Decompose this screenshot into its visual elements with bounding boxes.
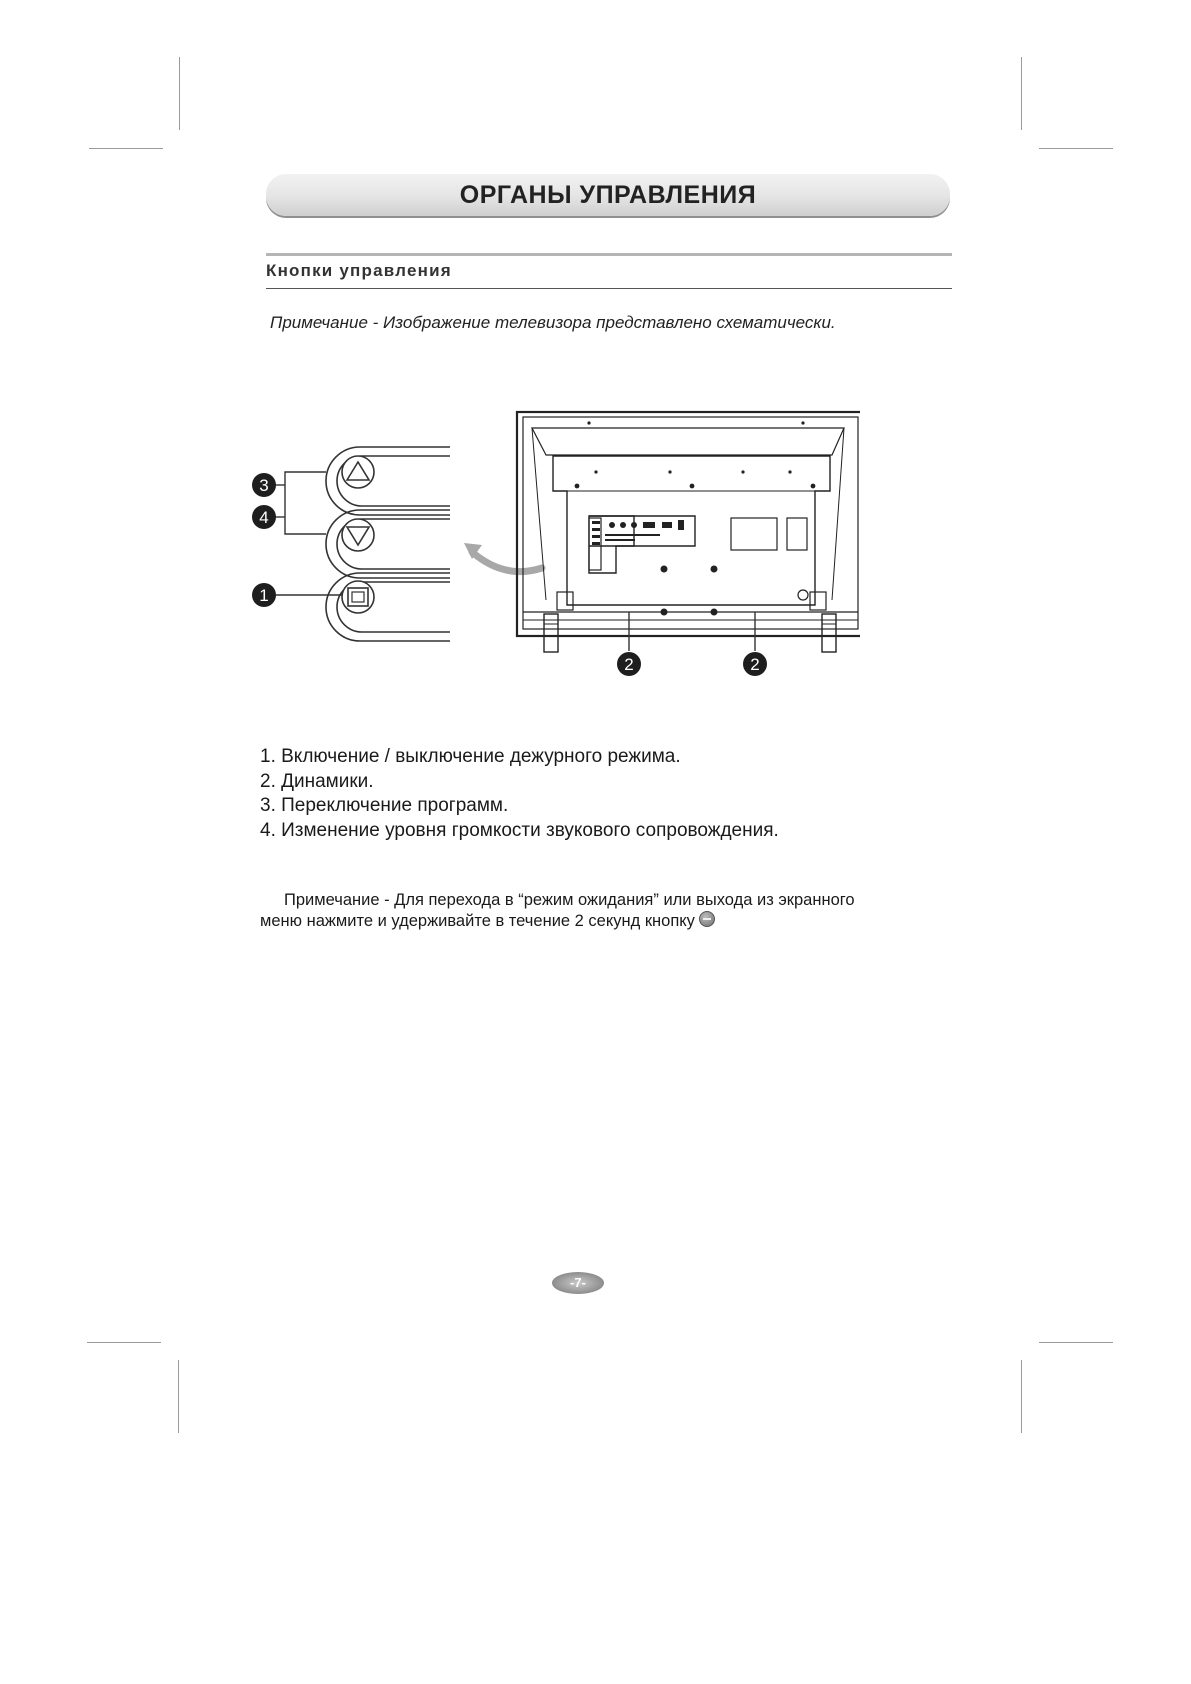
- crop-mark: [1039, 148, 1113, 149]
- svg-text:4: 4: [259, 508, 269, 527]
- list-item: 2. Динамики.: [260, 770, 374, 792]
- triangle-up-icon[interactable]: [342, 456, 374, 488]
- standby-note-line-2: [260, 911, 855, 932]
- callout-3: [252, 473, 276, 497]
- curved-arrow-icon: [464, 543, 542, 572]
- crop-mark: [87, 1342, 161, 1343]
- triangle-down-icon[interactable]: [342, 519, 374, 551]
- crop-mark: [178, 1360, 179, 1433]
- svg-text:2: 2: [750, 655, 760, 674]
- tv-controls-diagram: [240, 400, 860, 710]
- tv-back: [517, 412, 860, 652]
- section-title: Кнопки управления: [266, 261, 452, 280]
- standby-square-icon[interactable]: [342, 581, 374, 613]
- standby-note: [260, 890, 855, 932]
- svg-text:3: 3: [259, 476, 269, 495]
- callout-2-left: [617, 652, 641, 676]
- page-number: -7-: [552, 1272, 604, 1294]
- callout-2-right: [743, 652, 767, 676]
- crop-mark: [1021, 57, 1022, 130]
- menu-button-icon: [699, 911, 715, 927]
- callout-1: [252, 583, 276, 607]
- section-top-rule: [266, 253, 952, 256]
- crop-mark: [1021, 1360, 1022, 1433]
- standby-note-line-1: Примечание - Для перехода в “режим ожидания” или выхода из экранного: [284, 891, 855, 909]
- page-title: ОРГАНЫ УПРАВЛЕНИЯ: [459, 181, 757, 209]
- section-bottom-rule: [266, 288, 952, 289]
- callout-4: [252, 505, 276, 529]
- crop-mark: [1039, 1342, 1113, 1343]
- page-title-bar: [266, 174, 950, 216]
- svg-text:2: 2: [624, 655, 634, 674]
- list-item: 3. Переключение программ.: [260, 795, 509, 816]
- functions-list: [260, 745, 779, 843]
- svg-text:1: 1: [259, 586, 269, 605]
- crop-mark: [179, 57, 180, 130]
- list-item: 4. Изменение уровня громкости звукового сопровождения.: [260, 819, 779, 841]
- list-item: 1. Включение / выключение дежурного режима.: [260, 746, 681, 767]
- crop-mark: [89, 148, 163, 149]
- standby-note-text: меню нажмите и удерживайте в течение 2 секунд кнопку: [260, 912, 695, 930]
- schematic-note: Примечание - Изображение телевизора представлено схематически.: [270, 313, 836, 332]
